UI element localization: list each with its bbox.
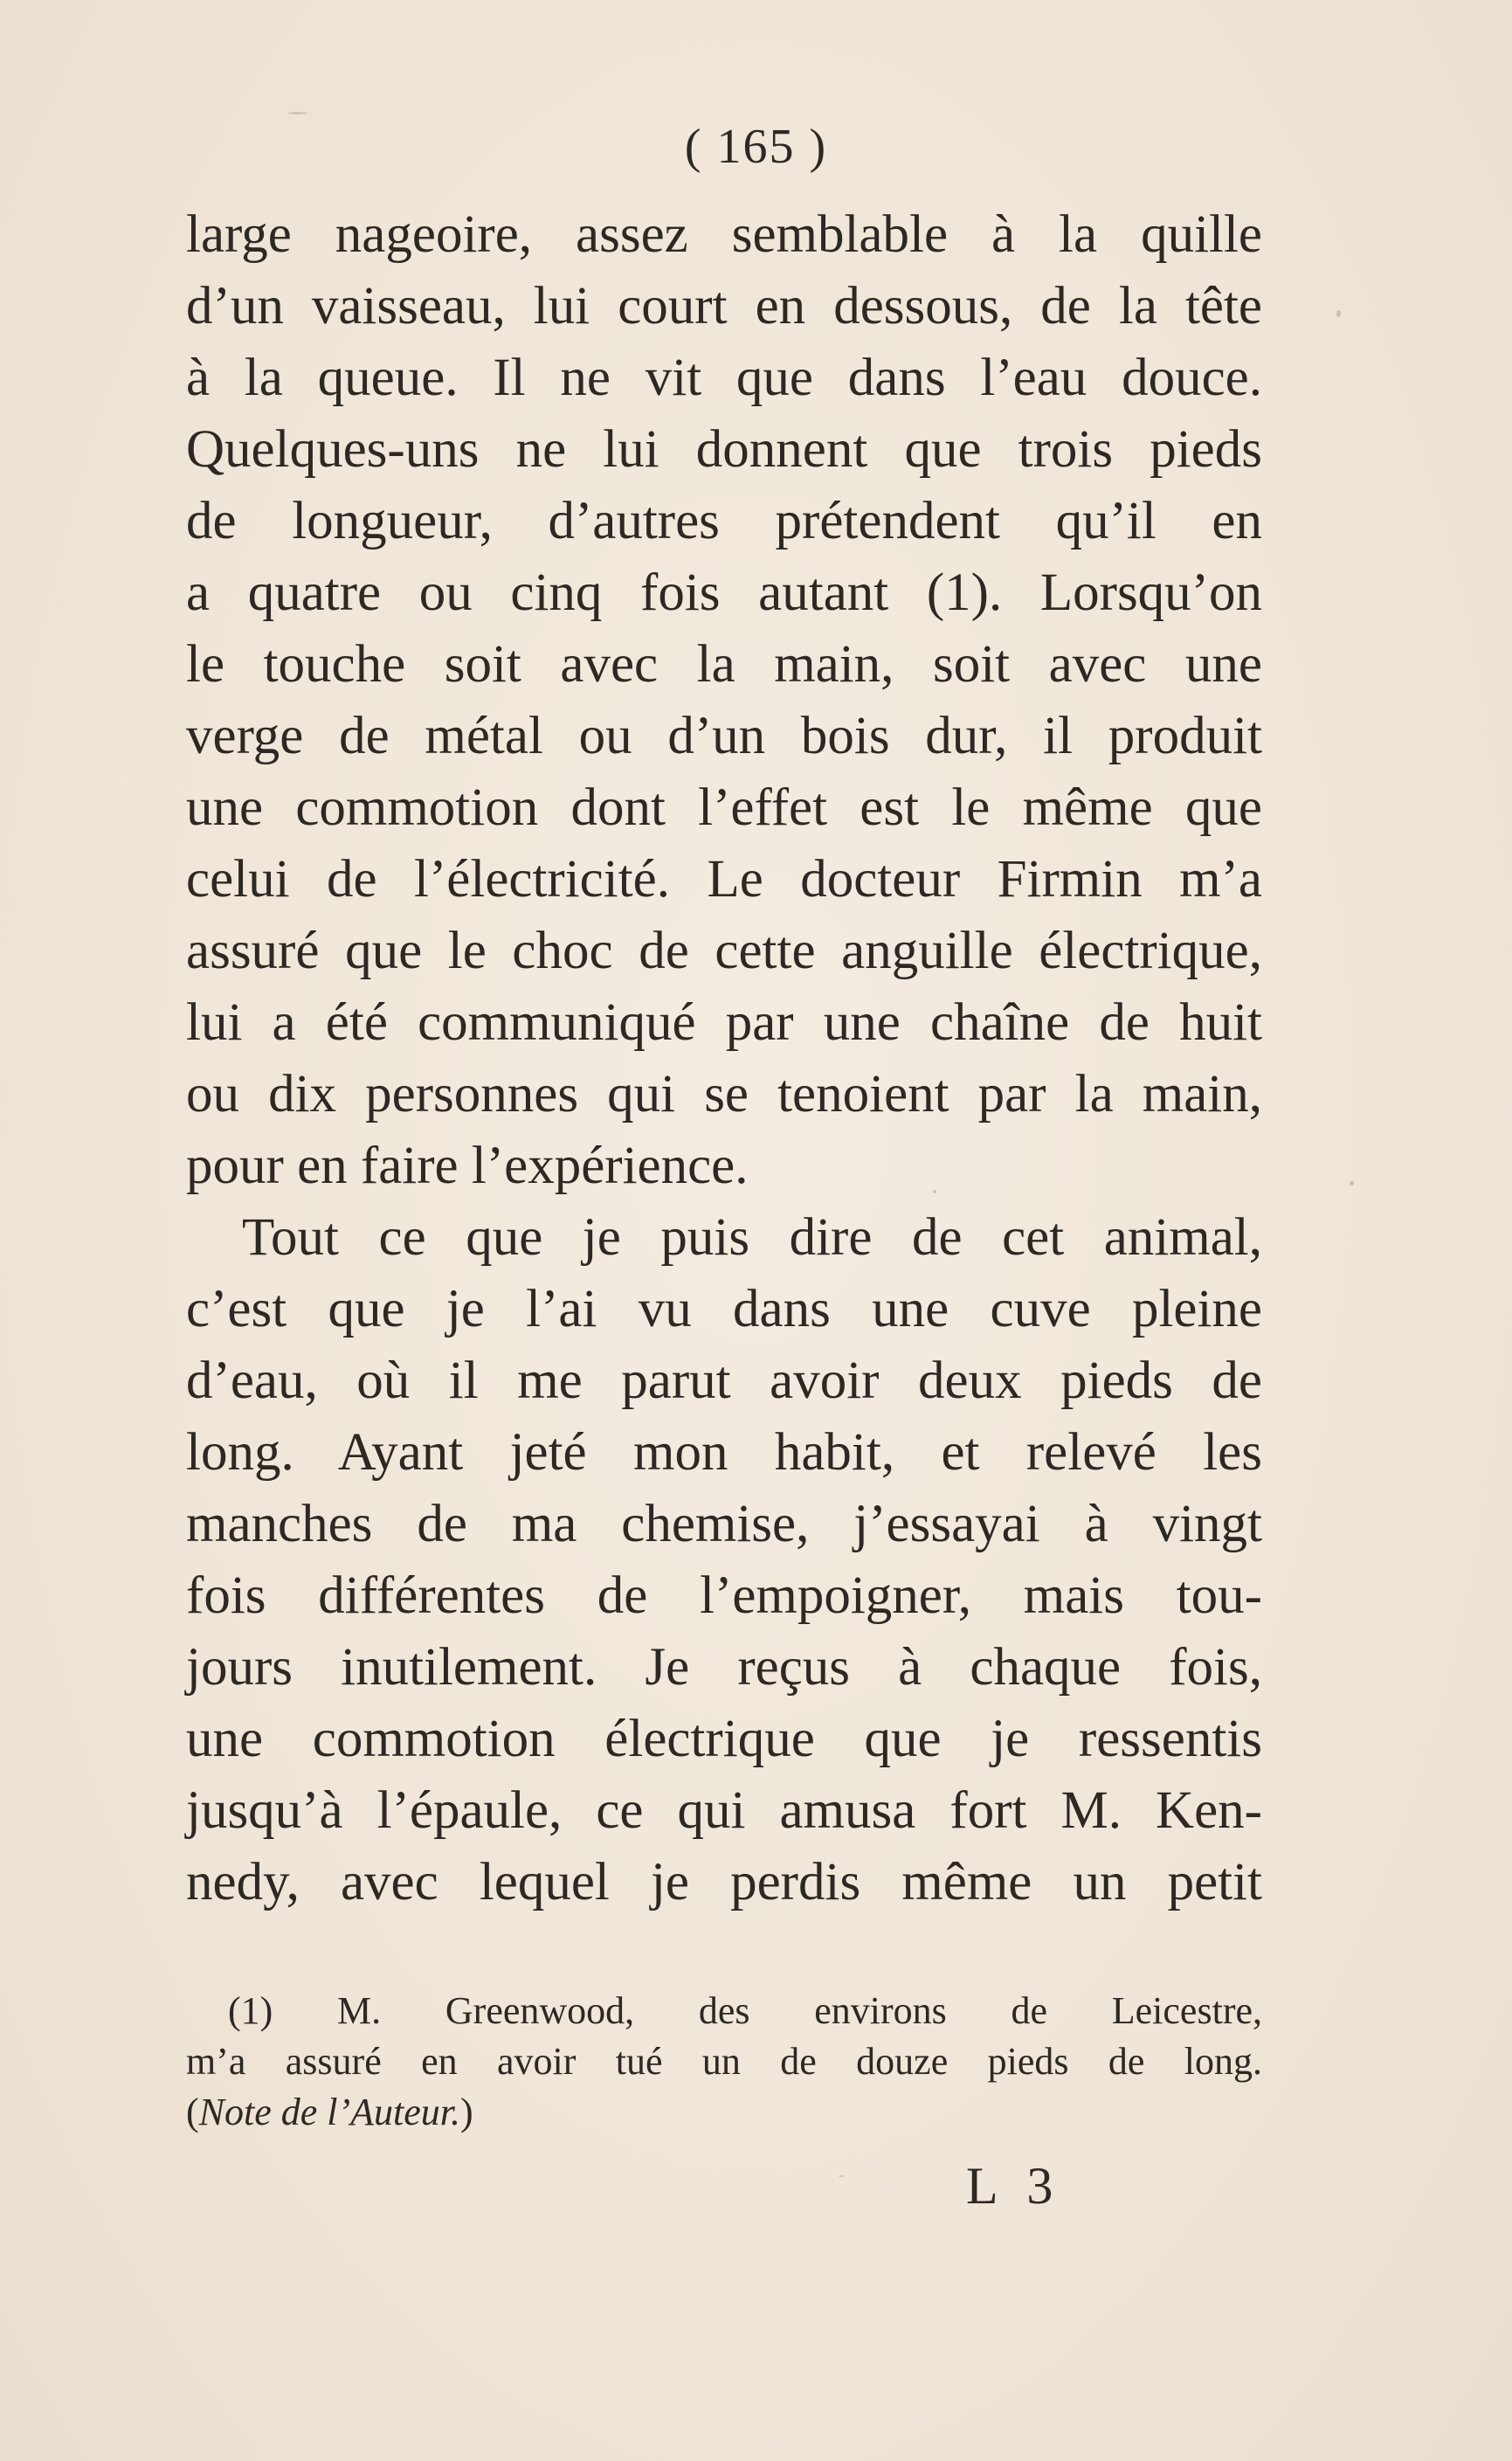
- footnote-line: m’a assuré en avoir tué un de douze pieds de long.: [186, 2040, 1262, 2083]
- text-line: le touche soit avec la main, soit avec une: [186, 635, 1262, 694]
- text-line: lui a été communiqué par une chaîne de huit: [186, 993, 1262, 1052]
- footnote: [186, 1986, 1262, 2138]
- paper-speck: [288, 112, 307, 114]
- footnote-line: [186, 2087, 1262, 2138]
- text-line: nedy, avec lequel je perdis même un petit: [186, 1853, 1262, 1911]
- text-line: jusqu’à l’épaule, ce qui amusa fort M. Ken-: [186, 1781, 1262, 1840]
- paper-speck: [1350, 1181, 1354, 1186]
- text-line: à la queue. Il ne vit que dans l’eau douce.: [186, 349, 1262, 407]
- text-line: assuré que le choc de cette anguille électrique,: [186, 922, 1262, 980]
- text-line: celui de l’électricité. Le docteur Firmin m’a: [186, 850, 1262, 909]
- paragraph-start-line: Tout ce que je puis dire de cet animal,: [242, 1208, 1262, 1267]
- paper-speck: [1336, 310, 1341, 317]
- body-text: [186, 199, 1262, 1918]
- signature-mark: L 3: [966, 2157, 1062, 2215]
- footnote-line: (1) M. Greenwood, des environs de Leicestre,: [228, 1989, 1262, 2032]
- text-line: jours inutilement. Je reçus à chaque fois,: [186, 1638, 1262, 1697]
- text-line: Quelques-uns ne lui donnent que trois pieds: [186, 420, 1262, 479]
- text-line: ou dix personnes qui se tenoient par la main,: [186, 1065, 1262, 1123]
- text-line: long. Ayant jeté mon habit, et relevé les: [186, 1423, 1262, 1482]
- text-line: de longueur, d’autres prétendent qu’il en: [186, 492, 1262, 550]
- footnote-paren-close: ): [460, 2091, 473, 2133]
- text-line: pour en faire l’expérience.: [186, 1137, 749, 1195]
- text-line: une commotion électrique que je ressentis: [186, 1710, 1262, 1768]
- footnote-author-note: Note de l’Auteur.: [198, 2091, 461, 2133]
- page-number-text: ( 165 ): [684, 120, 828, 174]
- text-line: large nageoire, assez semblable à la quille: [186, 205, 1262, 264]
- text-line: manches de ma chemise, j’essayai à vingt: [186, 1495, 1262, 1553]
- text-line: c’est que je l’ai vu dans une cuve pleine: [186, 1280, 1262, 1338]
- text-line: fois différentes de l’empoigner, mais tou-: [186, 1566, 1262, 1625]
- text-line: a quatre ou cinq fois autant (1). Lorsqu’on: [186, 563, 1262, 622]
- text-line: d’un vaisseau, lui court en dessous, de la tête: [186, 277, 1262, 335]
- text-line: une commotion dont l’effet est le même que: [186, 778, 1262, 837]
- page-number: [0, 118, 1512, 175]
- text-line: d’eau, où il me parut avoir deux pieds de: [186, 1351, 1262, 1410]
- footnote-paren-open: (: [186, 2091, 199, 2133]
- paper-speck: [839, 2175, 844, 2177]
- text-line: verge de métal ou d’un bois dur, il produit: [186, 707, 1262, 765]
